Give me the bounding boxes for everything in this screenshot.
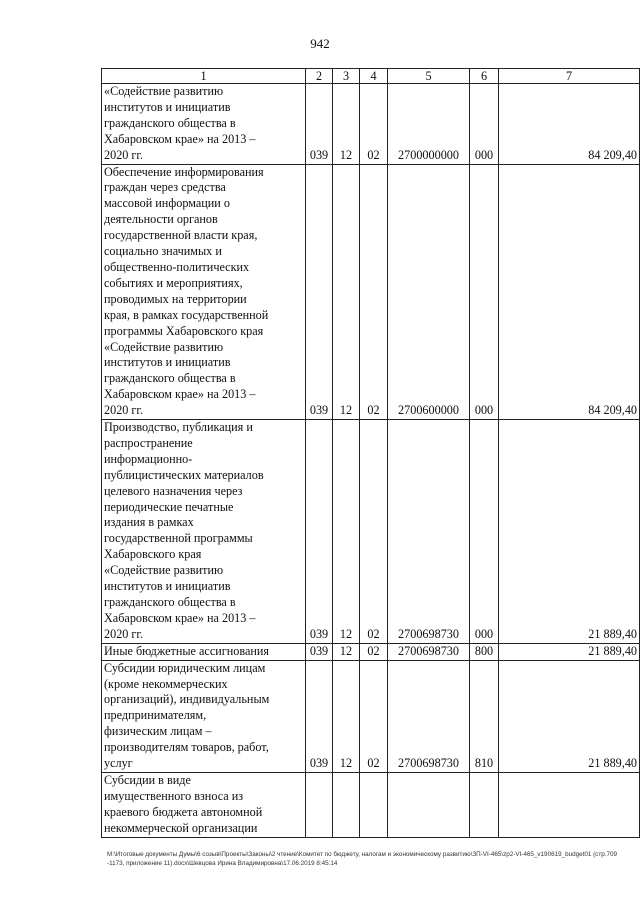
description-line: государственной программы	[104, 531, 253, 546]
header-col-7: 7	[499, 69, 640, 84]
description-line: целевого назначения через	[104, 483, 243, 498]
description-line: имущественного взноса из	[104, 788, 244, 803]
description-line: Производство, публикация и	[104, 420, 253, 435]
ministry-code-cell	[306, 772, 333, 837]
header-col-5: 5	[388, 69, 470, 84]
description-line: информационно-	[104, 451, 193, 466]
description-line: гражданского общества в	[104, 371, 236, 386]
row-description	[102, 420, 306, 644]
description-line: публицистических материалов	[104, 467, 264, 482]
description-line: деятельности органов	[104, 212, 218, 227]
section-code-cell: 12	[333, 164, 360, 420]
description-line: Субсидии в виде	[104, 772, 191, 787]
amount-cell: 21 889,40	[499, 643, 640, 660]
amount-cell	[499, 772, 640, 837]
description-line: некоммерческой организации	[104, 820, 258, 835]
description-line: событиях и мероприятиях,	[104, 275, 243, 290]
subsection-code-cell: 02	[360, 84, 388, 165]
row-description	[102, 164, 306, 420]
description-line: общественно-политических	[104, 259, 250, 274]
description-line: массовой информации о	[104, 196, 230, 211]
expense-type-cell: 000	[470, 420, 499, 644]
ministry-code-cell: 039	[306, 164, 333, 420]
description-line: краевого бюджета автономной	[104, 804, 263, 819]
ministry-code-cell: 039	[306, 643, 333, 660]
description-line: проводимых на территории	[104, 291, 247, 306]
description-line: Хабаровском крае» на 2013 –	[104, 387, 256, 402]
description-line: граждан через средства	[104, 180, 226, 195]
expense-type-cell: 800	[470, 643, 499, 660]
description-line: Хабаровском крае» на 2013 –	[104, 610, 256, 625]
description-line: 2020 гг.	[104, 147, 144, 162]
table-row	[102, 660, 640, 772]
target-article-cell: 2700600000	[388, 164, 470, 420]
amount-cell: 21 889,40	[499, 660, 640, 772]
table-row	[102, 772, 640, 837]
target-article-cell: 2700000000	[388, 84, 470, 165]
target-article-cell: 2700698730	[388, 420, 470, 644]
row-description	[102, 660, 306, 772]
description-line: периодические печатные	[104, 499, 234, 514]
subsection-code-cell: 02	[360, 420, 388, 644]
description-line: (кроме некоммерческих	[104, 676, 228, 691]
expense-type-cell	[470, 772, 499, 837]
header-col-3: 3	[333, 69, 360, 84]
description-line: Хабаровского края	[104, 547, 202, 562]
description-line: гражданского общества в	[104, 115, 236, 130]
expense-type-cell: 000	[470, 164, 499, 420]
description-line: края, в рамках государственной	[104, 307, 269, 322]
table-row	[102, 164, 640, 420]
subsection-code-cell: 02	[360, 643, 388, 660]
header-row	[102, 69, 640, 84]
section-code-cell: 12	[333, 660, 360, 772]
description-line: Субсидии юридическим лицам	[104, 660, 266, 675]
description-line: организаций), индивидуальным	[104, 692, 270, 707]
description-line: Иные бюджетные ассигнования	[104, 643, 270, 658]
page-number: 942	[310, 36, 330, 51]
description-line: 2020 гг.	[104, 403, 144, 418]
section-code-cell: 12	[333, 643, 360, 660]
budget-table	[101, 68, 640, 838]
row-description	[102, 84, 306, 165]
description-line: физическим лицам –	[104, 724, 212, 739]
description-line: «Содействие развитию	[104, 563, 224, 578]
description-line: программы Хабаровского края	[104, 323, 264, 338]
subsection-code-cell: 02	[360, 660, 388, 772]
section-code-cell: 12	[333, 84, 360, 165]
amount-cell: 84 209,40	[499, 164, 640, 420]
description-line: распространение	[104, 435, 193, 450]
description-line: услуг	[104, 756, 133, 771]
expense-type-cell: 810	[470, 660, 499, 772]
target-article-cell: 2700698730	[388, 643, 470, 660]
ministry-code-cell: 039	[306, 420, 333, 644]
table-row	[102, 420, 640, 644]
ministry-code-cell: 039	[306, 660, 333, 772]
description-line: институтов и инициатив	[104, 99, 231, 114]
description-line: 2020 гг.	[104, 626, 144, 641]
description-line: Обеспечение информирования	[104, 164, 264, 179]
description-line: «Содействие развитию	[104, 339, 224, 354]
header-col-1: 1	[102, 69, 306, 84]
subsection-code-cell	[360, 772, 388, 837]
row-description	[102, 772, 306, 837]
ministry-code-cell: 039	[306, 84, 333, 165]
table-row	[102, 84, 640, 165]
description-line: издания в рамках	[104, 515, 194, 530]
target-article-cell	[388, 772, 470, 837]
description-line: «Содействие развитию	[104, 84, 224, 98]
description-line: Хабаровском крае» на 2013 –	[104, 131, 256, 146]
target-article-cell: 2700698730	[388, 660, 470, 772]
document-footer-path: M:\Итоговые документы Думы\6 созыв\Проекты\Законы\2 чтение\Комитет по бюджету, налогам и экономическому развитию\ЗП-VI-465\zp2-VI-465_v190619_budget01 (стр.709-1173, приложение 11).docx\Шевцова Ирина Владимировна\17.06.2019 8:45:14	[107, 851, 617, 867]
description-line: предпринимателям,	[104, 708, 207, 723]
description-line: государственной власти края,	[104, 228, 258, 243]
description-line: гражданского общества в	[104, 595, 236, 609]
header-col-6: 6	[470, 69, 499, 84]
section-code-cell: 12	[333, 420, 360, 644]
row-description	[102, 643, 306, 660]
description-line: социально значимых и	[104, 244, 222, 259]
subsection-code-cell: 02	[360, 164, 388, 420]
amount-cell: 84 209,40	[499, 84, 640, 165]
description-line: производителям товаров, работ,	[104, 740, 269, 755]
expense-type-cell: 000	[470, 84, 499, 165]
description-line: институтов и инициатив	[104, 579, 231, 594]
section-code-cell	[333, 772, 360, 837]
amount-cell: 21 889,40	[499, 420, 640, 644]
table-row	[102, 643, 640, 660]
description-line: институтов и инициатив	[104, 355, 231, 370]
header-col-2: 2	[306, 69, 333, 84]
header-col-4: 4	[360, 69, 388, 84]
